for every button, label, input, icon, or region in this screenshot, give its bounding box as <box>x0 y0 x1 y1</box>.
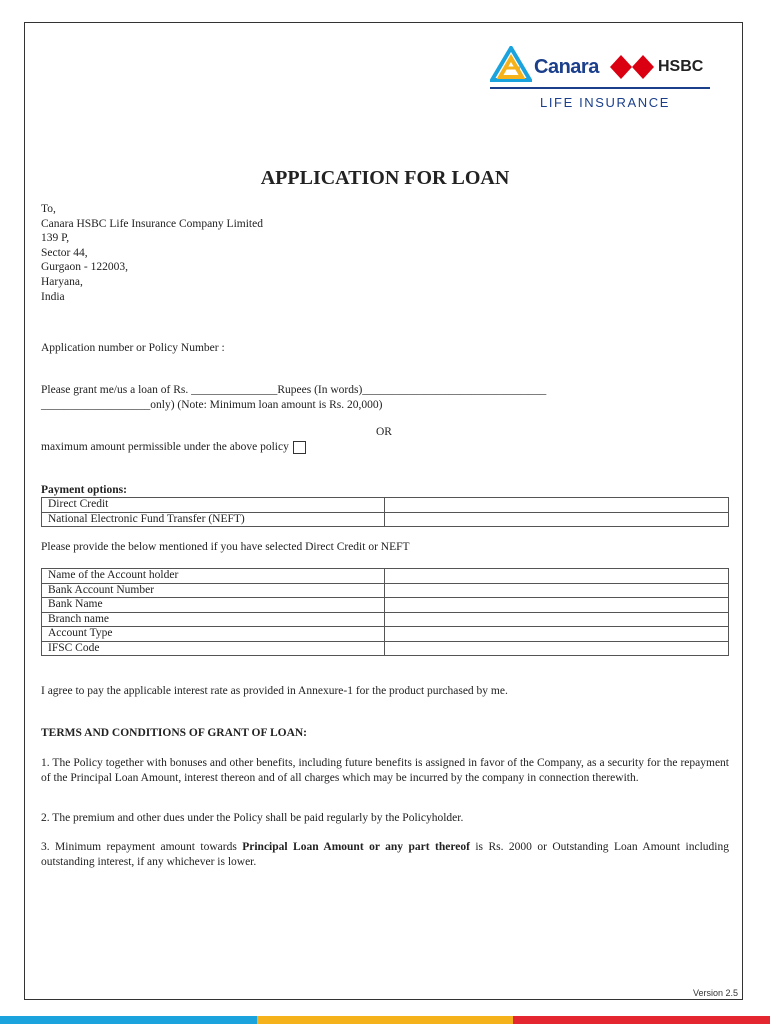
term-3-post: is Rs. 2000 or Outstanding Loan Amount including outstanding interest, if any whichever is lower. <box>41 841 729 868</box>
bank-field-label: Account Type <box>42 627 385 642</box>
term-3 <box>41 840 729 869</box>
address-line: India <box>41 290 65 303</box>
payment-option-label: Direct Credit <box>42 498 385 513</box>
bank-field-input[interactable] <box>385 612 729 627</box>
max-amount-label: maximum amount permissible under the above policy <box>41 441 289 454</box>
payment-option-label: National Electronic Fund Transfer (NEFT) <box>42 512 385 527</box>
term-3-pre: 3. Minimum repayment amount towards <box>41 841 243 853</box>
footer-bar-red <box>513 1016 770 1024</box>
bank-field-label: Branch name <box>42 612 385 627</box>
form-title: APPLICATION FOR LOAN <box>260 167 510 189</box>
table-row <box>42 498 729 513</box>
loan-amount-line[interactable]: Please grant me/us a loan of Rs. _______________Rupees (In words)________________________________ <box>41 384 547 396</box>
recipient-address <box>41 202 263 304</box>
bank-details-table <box>41 568 729 656</box>
bank-field-label: Bank Account Number <box>42 583 385 598</box>
terms-heading: TERMS AND CONDITIONS OF GRANT OF LOAN: <box>41 727 308 739</box>
logo-divider <box>490 87 710 89</box>
table-row <box>42 641 729 656</box>
policy-number-label: Application number or Policy Number : <box>41 342 225 354</box>
payment-option-field[interactable] <box>385 498 729 513</box>
or-text: OR <box>376 426 392 438</box>
address-line: Canara HSBC Life Insurance Company Limited <box>41 217 263 230</box>
version-label: Version 2.5 <box>692 988 738 998</box>
table-row <box>42 583 729 598</box>
hsbc-hexagon-icon <box>610 55 654 79</box>
bank-field-input[interactable] <box>385 627 729 642</box>
interest-agreement-text: I agree to pay the applicable interest rate as provided in Annexure-1 for the product purchased by me. <box>41 685 508 697</box>
company-logo <box>490 44 715 114</box>
table-row <box>42 612 729 627</box>
table-row <box>42 512 729 527</box>
address-line: 139 P, <box>41 232 70 245</box>
term-3-bold: Principal Loan Amount or any part thereof <box>242 841 470 853</box>
bank-details-intro: Please provide the below mentioned if you have selected Direct Credit or NEFT <box>41 541 410 553</box>
bank-field-input[interactable] <box>385 598 729 613</box>
table-row <box>42 627 729 642</box>
bank-field-input[interactable] <box>385 641 729 656</box>
payment-options-table <box>41 497 729 527</box>
payment-options-heading: Payment options: <box>41 484 127 496</box>
term-1: 1. The Policy together with bonuses and other benefits, including future benefits is assigned in favor of the Company, as a security for the repayment of the Principal Loan Amount, interest thereon and of all charges which may be incurred by the company in connection therewith. <box>41 757 729 784</box>
max-amount-checkbox[interactable] <box>293 441 306 454</box>
footer-bar-yellow <box>257 1016 513 1024</box>
address-line: Gurgaon - 122003, <box>41 261 128 274</box>
max-amount-option <box>41 441 306 454</box>
bank-field-label: Name of the Account holder <box>42 569 385 584</box>
payment-option-field[interactable] <box>385 512 729 527</box>
bank-field-input[interactable] <box>385 569 729 584</box>
address-line: To, <box>41 203 56 215</box>
table-row <box>42 598 729 613</box>
bank-field-input[interactable] <box>385 583 729 598</box>
footer-bar-blue <box>0 1016 257 1024</box>
bank-field-label: IFSC Code <box>42 641 385 656</box>
logo-brand-text: Canara <box>534 56 599 78</box>
address-line: Haryana, <box>41 275 83 288</box>
address-line: Sector 44, <box>41 246 88 259</box>
table-row <box>42 569 729 584</box>
canara-triangle-icon <box>490 46 532 84</box>
logo-partner-text: HSBC <box>658 58 704 75</box>
bank-field-label: Bank Name <box>42 598 385 613</box>
loan-amount-words-line[interactable]: ___________________only) (Note: Minimum loan amount is Rs. 20,000) <box>41 399 383 411</box>
term-2: 2. The premium and other dues under the Policy shall be paid regularly by the Policyholder. <box>41 812 464 824</box>
logo-subtitle: LIFE INSURANCE <box>540 95 671 110</box>
